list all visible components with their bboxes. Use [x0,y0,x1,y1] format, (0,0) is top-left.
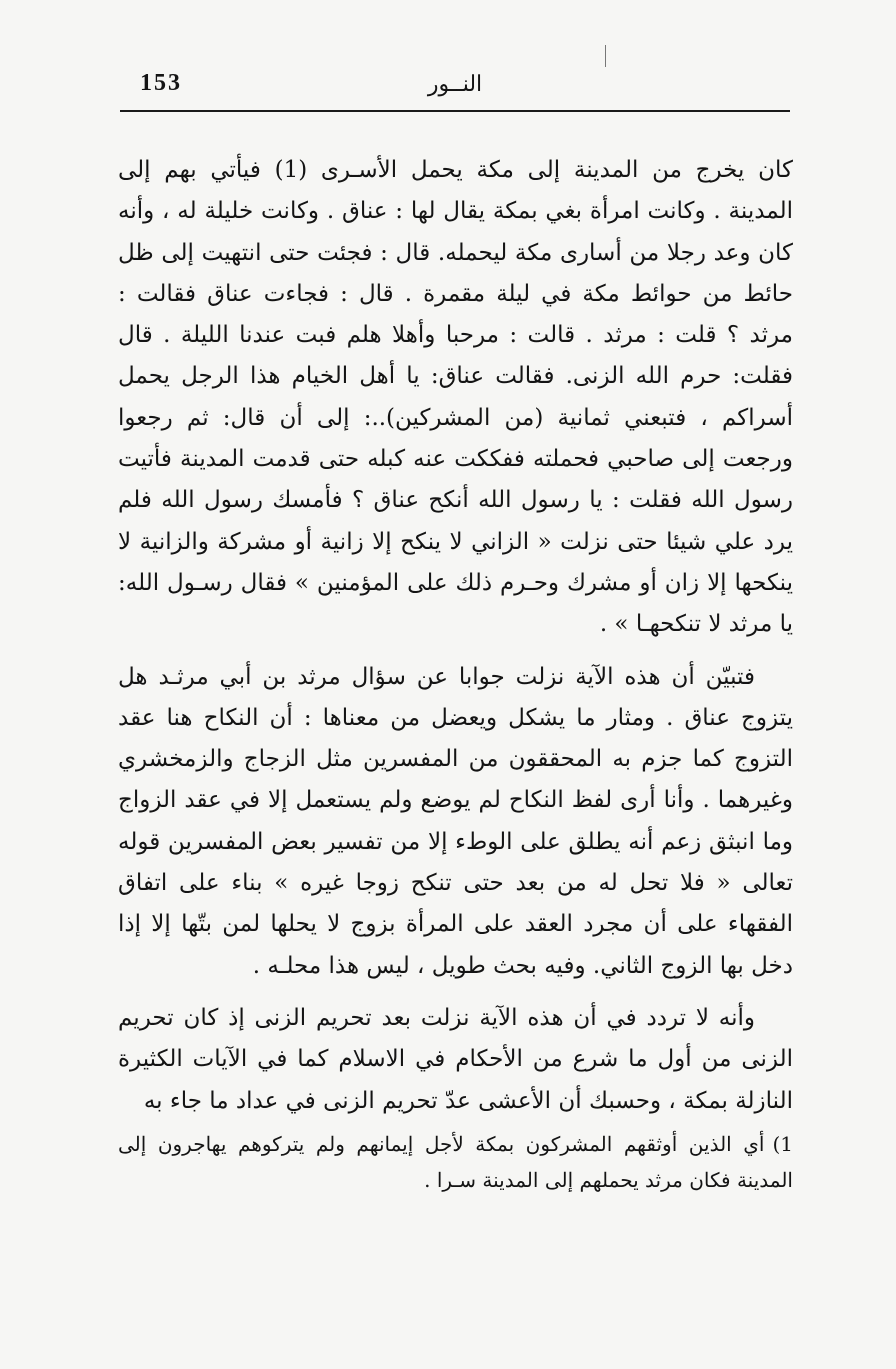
running-title: النــور [427,72,483,97]
footnote [118,1126,793,1198]
footnote-number: 1) [772,1132,793,1156]
main-text [118,150,793,1122]
paragraph-3: وأنه لا تردد في أن هذه الآية نزلت بعد تحريم الزنى إذ كان تحريم الزنى من أول ما شرع من الأحكام في الاسلام كما في الآيات الكثيرة النازلة بمكة ، وحسبك أن الأعشى عدّ تحريم الزنى في عداد ما جاء به [118,1004,793,1114]
paragraph-1: كان يخرج من المدينة إلى مكة يحمل الأسـرى (1) فيأتي بهم إلى المدينة . وكانت امرأة بغي بمكة يقال لها : عناق . وكانت خليلة له ، وأنه كان وعد رجلا من أسارى مكة ليحمله. قال : فجئت حتى انتهيت إلى ظل حائط من حوائط مكة في ليلة مقمرة . قال : فجاءت عناق فقالت : مرثد ؟ قلت : مرثد . قالت : مرحبا وأهلا هلم فبت عندنا الليلة . قال فقلت: حرم الله الزنى. فقالت عناق: يا أهل الخيام هذا الرجل يحمل أسراكم ، فتبعني ثمانية (من المشركين)..: إلى أن قال: ثم رجعوا ورجعت إلى صاحبي فحملته ففككت عنه كبله حتى قدمت المدينة فأتيت رسول الله فقلت : يا رسول الله أنكح عناق ؟ فأمسك رسول الله فلم يرد علي شيئا حتى نزلت « الزاني لا ينكح إلا زانية أو مشركة والزانية لا ينكحها إلا زان أو مشرك وحـرم ذلك على المؤمنين » فقال رسـول الله: يا مرثد لا تنكحهـا » . [118,157,793,638]
footnote-text: أي الذين أوثقهم المشركون بمكة لأجل إيمانهم ولم يتركوهم يهاجرون إلى المدينة فكان مرثد يحملهم إلى المدينة سـرا . [118,1132,793,1192]
page-header [120,60,790,112]
paragraph-2: فتبيّن أن هذه الآية نزلت جوابا عن سؤال مرثد بن أبي مرثـد هل يتزوج عناق . ومثار ما يشكل ويعضل من معناها : أن النكاح هنا عقد التزوج كما جزم به المحققون من المفسرين مثل الزجاج والزمخشري وغيرهما . وأنا أرى لفظ النكاح لم يوضع ولم يستعمل إلا في عقد الزواج وما انبثق زعم أنه يطلق على الوطء إلا من تفسير بعض المفسرين قوله تعالى « فلا تحل له من بعد حتى تنكح زوجا غيره » بناء على اتفاق الفقهاء على أن مجرد العقد على المرأة بزوج لا يحلها لمن بتّها إلا إذا دخل بها الزوج الثاني. وفيه بحث طويل ، ليس هذا محلـه . [118,663,793,979]
page-number: 153 [140,70,182,96]
